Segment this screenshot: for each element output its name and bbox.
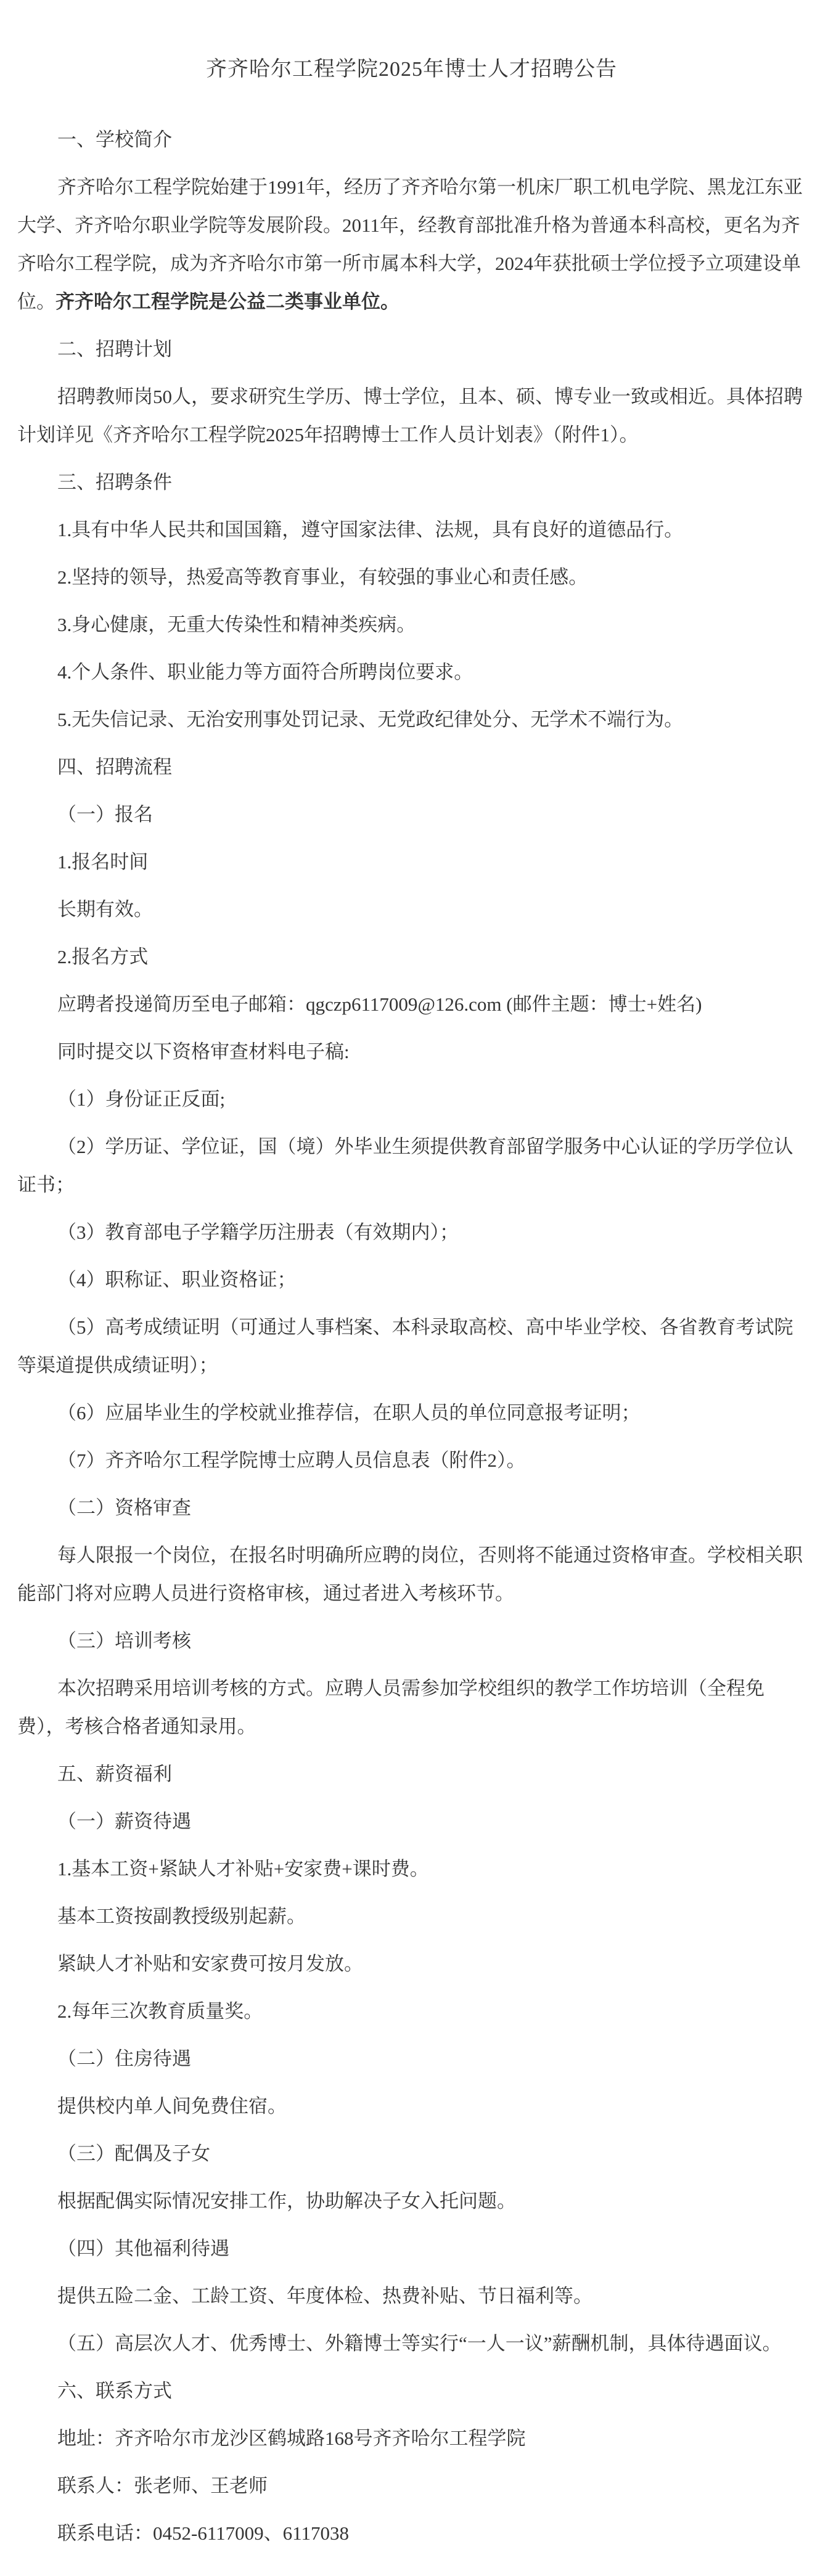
paragraph	[17, 1394, 806, 1432]
paragraph	[17, 2419, 806, 2458]
document-title	[17, 51, 806, 89]
paragraph-text: （5）高考成绩证明（可通过人事档案、本科录取高校、高中毕业学校、各省教育考试院等渠道提供成绩证明）；	[17, 1316, 793, 1376]
paragraph-text: （四）其他福利待遇	[57, 2238, 229, 2259]
paragraph-text: 3.身心健康，无重大传染性和精神类疾病。	[57, 614, 416, 635]
paragraph-text: 齐齐哈尔工程学院2025年博士人才招聘公告	[206, 58, 617, 81]
paragraph-text: （4）职称证、职业资格证；	[57, 1269, 297, 1290]
paragraph	[17, 2182, 806, 2220]
paragraph-text: 本次招聘采用培训考核的方式。应聘人员需参加学校组织的教学工作坊培训（全程免费），考核合格者通知录用。	[17, 1677, 764, 1737]
paragraph-text: 五、薪资福利	[57, 1763, 172, 1785]
paragraph-text: （二）住房待遇	[57, 2048, 191, 2069]
subsection-heading	[17, 2040, 806, 2078]
paragraph-text: 六、联系方式	[57, 2380, 172, 2402]
paragraph-text: 提供五险二金、工龄工资、年度体检、热费补贴、节日福利等。	[57, 2285, 592, 2307]
paragraph	[17, 1080, 806, 1119]
paragraph	[17, 1945, 806, 1983]
subsection-heading	[17, 2325, 806, 2363]
section-heading	[17, 2372, 806, 2410]
paragraph	[17, 511, 806, 549]
paragraph	[17, 653, 806, 691]
paragraph-text: 2.每年三次教育质量奖。	[57, 2000, 263, 2022]
paragraph-text: 联系人：张老师、王老师	[57, 2475, 268, 2497]
paragraph-text: 齐齐哈尔工程学院始建于1991年，经历了齐齐哈尔第一机床厂职工机电学院、黑龙江东亚大学、齐齐哈尔职业学院等发展阶段。2011年，经教育部批准升格为普通本科高校，更名为齐齐哈尔工程学院，成为齐齐哈尔市第一所市属本科大学，2024年获批硕士学位授予立项建设单位。	[17, 176, 803, 312]
paragraph-text: 每人限报一个岗位，在报名时明确所应聘的岗位，否则将不能通过资格审查。学校相关职能部门将对应聘人员进行资格审核，通过者进入考核环节。	[17, 1544, 803, 1604]
paragraph-text: 提供校内单人间免费住宿。	[57, 2095, 287, 2117]
subsection-heading	[17, 2135, 806, 2173]
paragraph-text: （一）报名	[57, 804, 153, 825]
paragraph-text: 一、学校简介	[57, 129, 172, 150]
paragraph-text: 招聘教师岗50人，要求研究生学历、博士学位，且本、硕、博专业一致或相近。具体招聘计划详见《齐齐哈尔工程学院2025年招聘博士工作人员计划表》（附件1）。	[17, 386, 803, 446]
paragraph-text: 5.无失信记录、无治安刑事处罚记录、无党政纪律处分、无学术不端行为。	[57, 709, 684, 730]
paragraph	[17, 2277, 806, 2315]
paragraph-text: 4.个人条件、职业能力等方面符合所聘岗位要求。	[57, 661, 473, 683]
paragraph	[17, 891, 806, 929]
section-heading	[17, 121, 806, 159]
paragraph-text: 应聘者投递简历至电子邮箱：qgczp6117009@126.com (邮件主题：博士+姓名)	[57, 993, 702, 1015]
paragraph-text: （二）资格审查	[57, 1497, 191, 1518]
paragraph-text: 2.坚持的领导，热爱高等教育事业，有较强的事业心和责任感。	[57, 566, 588, 588]
paragraph	[17, 606, 806, 644]
paragraph-text: 地址：齐齐哈尔市龙沙区鹤城路168号齐齐哈尔工程学院	[57, 2427, 526, 2449]
paragraph	[17, 1897, 806, 1936]
bold-emphasis: 齐齐哈尔工程学院是公益二类事业单位。	[55, 291, 400, 312]
paragraph-text: 二、招聘计划	[57, 338, 172, 360]
paragraph-text: 1.基本工资+紧缺人才补贴+安家费+课时费。	[57, 1858, 429, 1880]
paragraph-text: 四、招聘流程	[57, 756, 172, 778]
paragraph-text: （7）齐齐哈尔工程学院博士应聘人员信息表（附件2）。	[57, 1449, 526, 1471]
paragraph	[17, 1850, 806, 1888]
paragraph-text: （三）配偶及子女	[57, 2143, 210, 2164]
subsection-heading	[17, 796, 806, 834]
paragraph	[17, 843, 806, 881]
paragraph-text: 基本工资按副教授级别起薪。	[57, 1906, 306, 1927]
paragraph-text: （五）高层次人才、优秀博士、外籍博士等实行“一人一议”薪酬机制，具体待遇面议。	[57, 2333, 782, 2354]
paragraph-text: （三）培训考核	[57, 1630, 191, 1652]
section-heading	[17, 748, 806, 786]
paragraph	[17, 1213, 806, 1252]
subsection-heading	[17, 2230, 806, 2268]
paragraph	[17, 1308, 806, 1385]
paragraph-text: （一）薪资待遇	[57, 1811, 191, 1832]
paragraph	[17, 1128, 806, 1204]
paragraph	[17, 1261, 806, 1299]
paragraph-text: 联系电话：0452-6117009、6117038	[57, 2522, 350, 2544]
paragraph	[17, 2514, 806, 2553]
paragraph	[17, 985, 806, 1024]
paragraph	[17, 558, 806, 597]
paragraph	[17, 1033, 806, 1071]
paragraph	[17, 2467, 806, 2505]
subsection-heading	[17, 1622, 806, 1660]
paragraph-text: 紧缺人才补贴和安家费可按月发放。	[57, 1953, 363, 1975]
paragraph-text: （3）教育部电子学籍学历注册表（有效期内）；	[57, 1221, 459, 1243]
paragraph	[17, 1992, 806, 2031]
paragraph-text: 2.报名方式	[57, 946, 149, 968]
section-heading	[17, 1755, 806, 1793]
section-heading	[17, 463, 806, 502]
paragraph	[17, 938, 806, 976]
subsection-heading	[17, 1803, 806, 1841]
paragraph	[17, 1441, 806, 1480]
paragraph	[17, 378, 806, 454]
subsection-heading	[17, 1489, 806, 1527]
paragraph-text: 同时提交以下资格审查材料电子稿:	[57, 1041, 350, 1062]
paragraph-text: 三、招聘条件	[57, 471, 172, 493]
paragraph	[17, 1669, 806, 1746]
paragraph-text: 1.报名时间	[57, 851, 149, 873]
paragraph	[17, 168, 806, 321]
paragraph-text: 长期有效。	[57, 899, 153, 920]
paragraph	[17, 2087, 806, 2126]
paragraph	[17, 1536, 806, 1613]
section-heading	[17, 330, 806, 369]
paragraph-text: （1）身份证正反面;	[57, 1088, 226, 1110]
paragraph-text: 1.具有中华人民共和国国籍，遵守国家法律、法规，具有良好的道德品行。	[57, 519, 684, 540]
paragraph	[17, 701, 806, 739]
paragraph-text: （6）应届毕业生的学校就业推荐信，在职人员的单位同意报考证明；	[57, 1402, 641, 1424]
paragraph-text: 根据配偶实际情况安排工作，协助解决子女入托问题。	[57, 2190, 516, 2212]
paragraph-text: （2）学历证、学位证，国（境）外毕业生须提供教育部留学服务中心认证的学历学位认证书；	[17, 1136, 793, 1196]
